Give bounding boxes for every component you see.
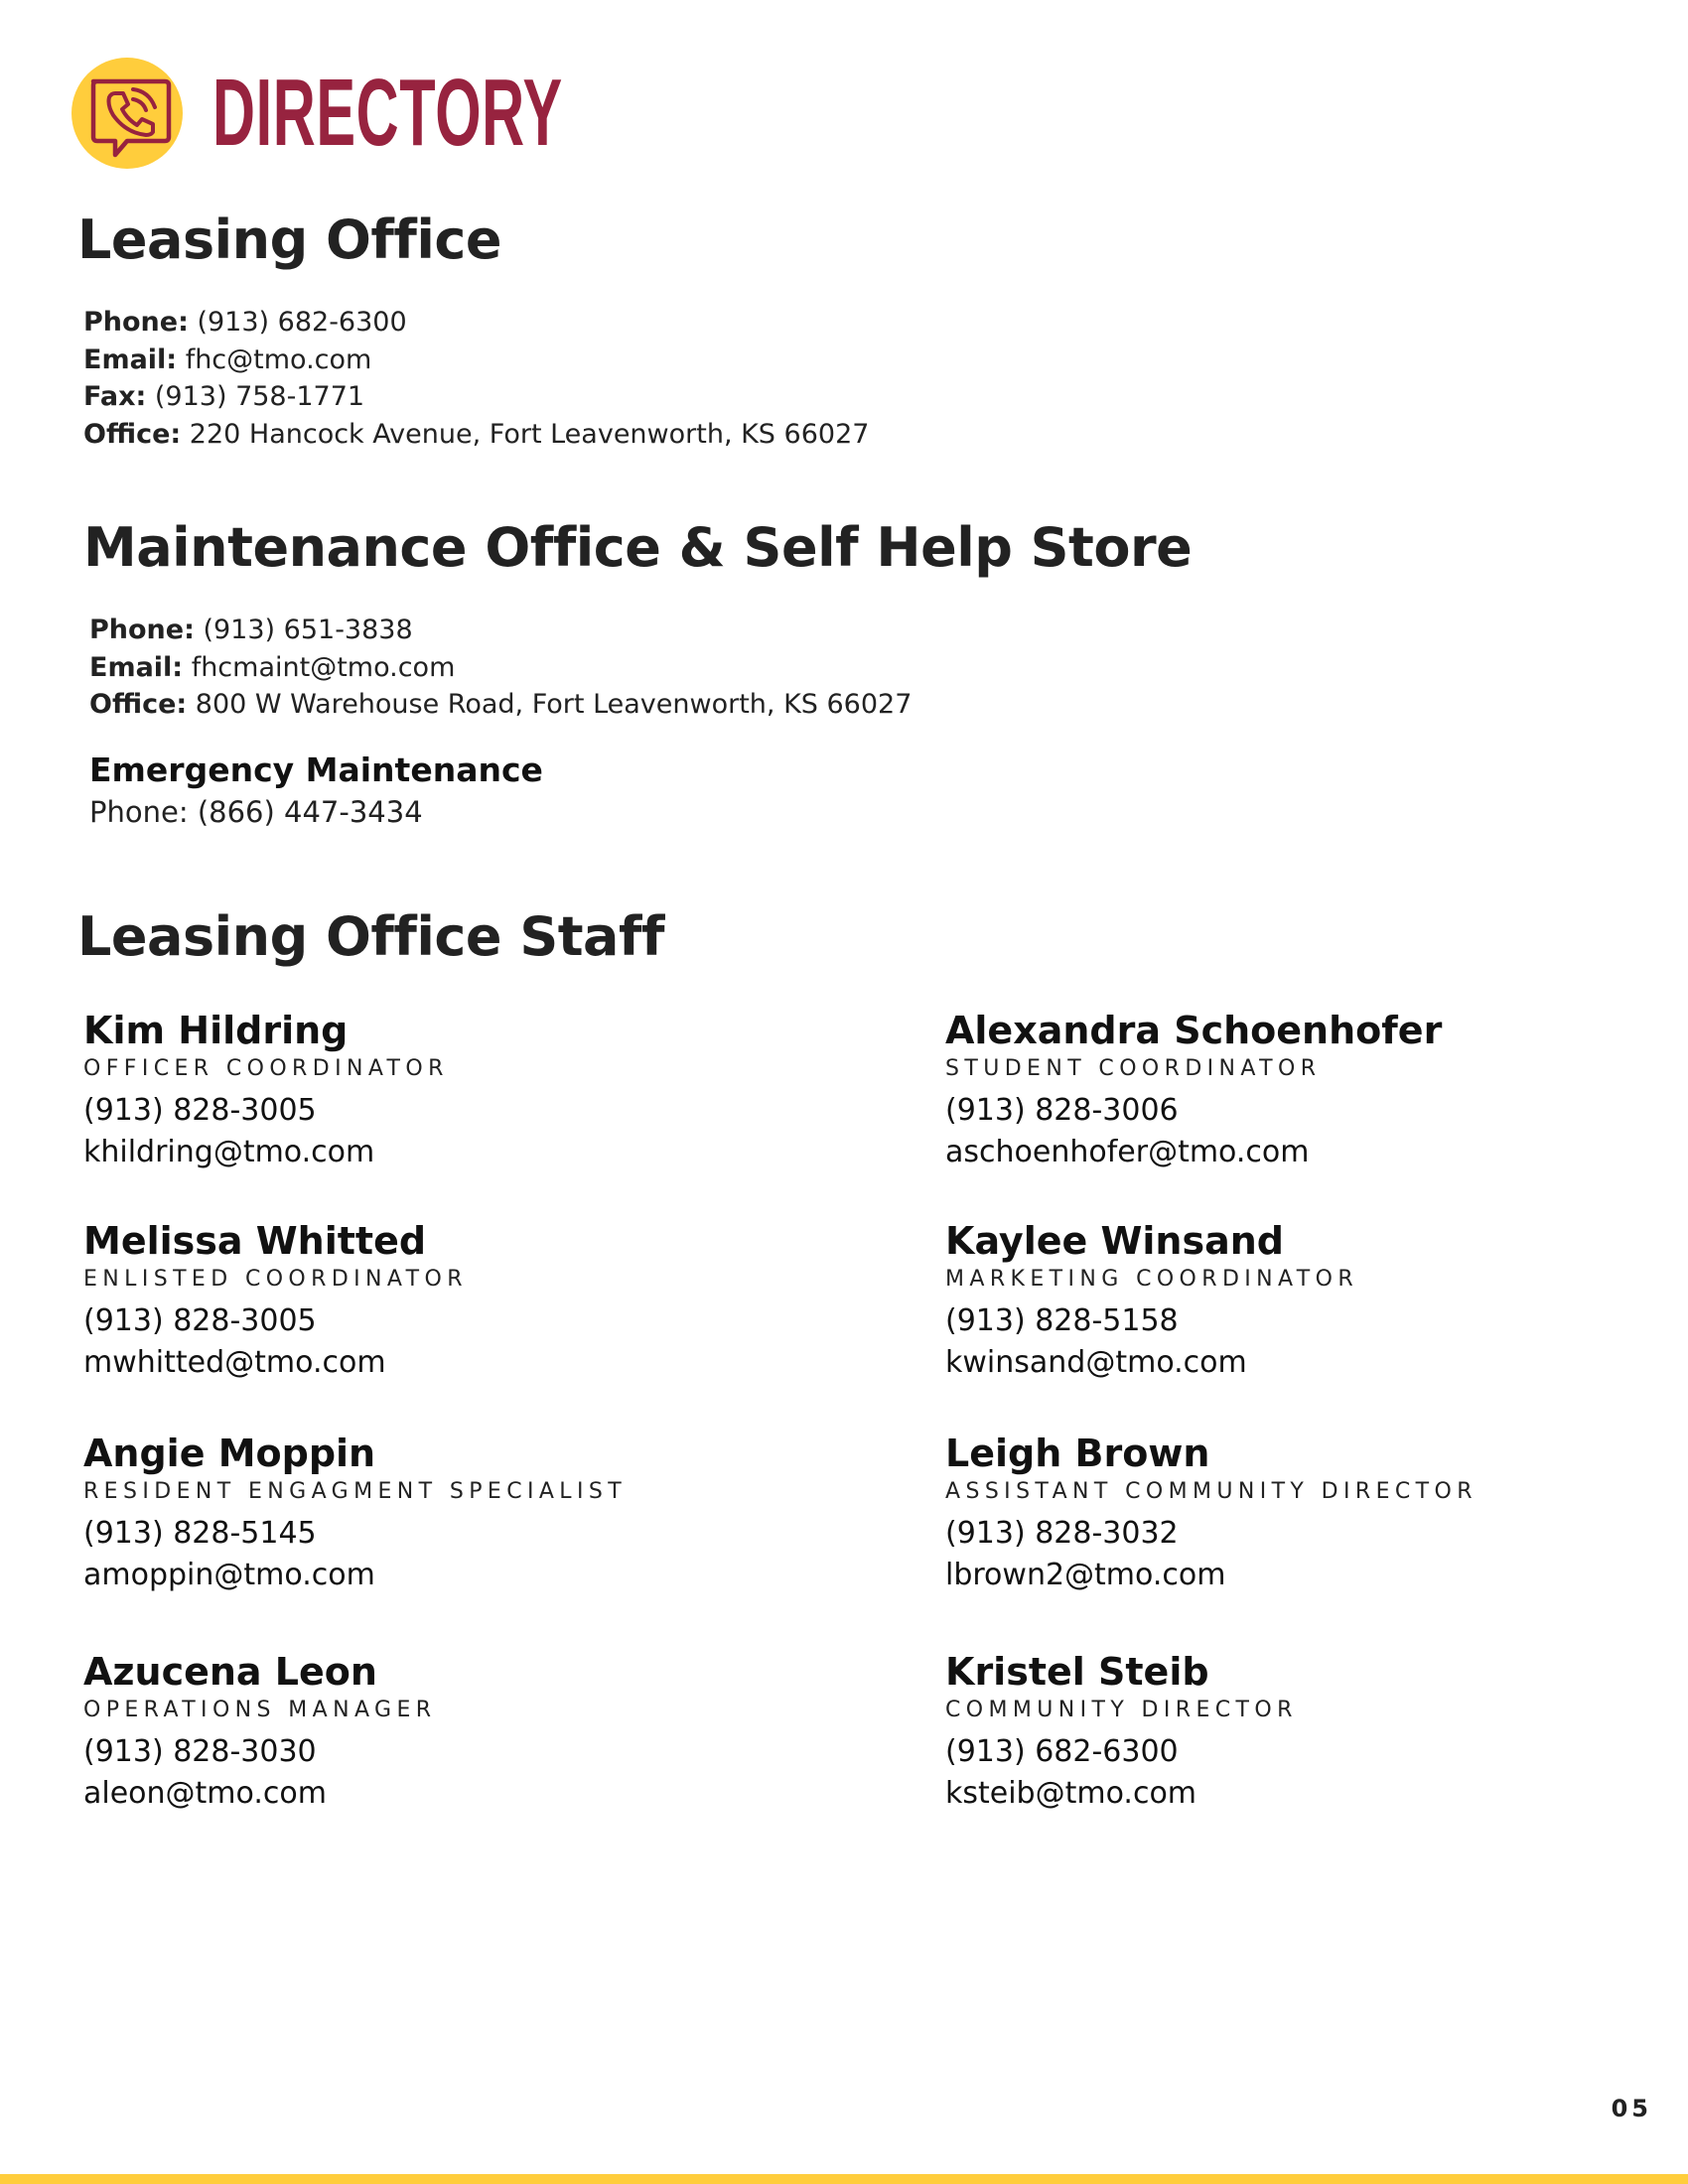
staff-name: Kim Hildring (83, 1009, 349, 1052)
leasing-email-value[interactable]: fhc@tmo.com (177, 343, 372, 375)
staff-role: MARKETING COORDINATOR (945, 1267, 1359, 1292)
footer-accent-bar (0, 2174, 1688, 2184)
staff-email[interactable]: lbrown2@tmo.com (945, 1558, 1226, 1592)
maintenance-office-title: Maintenance Office & Self Help Store (83, 516, 1193, 579)
leasing-fax-row: Fax: (913) 758-1771 (83, 381, 365, 412)
staff-name: Azucena Leon (83, 1650, 377, 1694)
staff-email[interactable]: khildring@tmo.com (83, 1135, 375, 1169)
maintenance-phone-value[interactable]: (913) 651-3838 (194, 614, 413, 645)
maintenance-phone-row: Phone: (913) 651-3838 (89, 614, 413, 645)
page-header (71, 58, 777, 169)
staff-role: ENLISTED COORDINATOR (83, 1267, 468, 1292)
staff-name: Melissa Whitted (83, 1219, 427, 1263)
staff-role: OFFICER COORDINATOR (83, 1056, 449, 1081)
page-title: DIRECTORY (212, 60, 563, 166)
staff-card (83, 1009, 838, 1173)
phone-chat-icon (71, 58, 183, 169)
leasing-office-address-value: 220 Hancock Avenue, Fort Leavenworth, KS 66027 (181, 418, 870, 450)
staff-phone[interactable]: (913) 828-3006 (945, 1093, 1179, 1128)
staff-role: OPERATIONS MANAGER (83, 1698, 437, 1722)
leasing-email-row: Email: fhc@tmo.com (83, 343, 372, 375)
staff-phone[interactable]: (913) 828-3005 (83, 1303, 317, 1338)
staff-name: Angie Moppin (83, 1432, 376, 1475)
staff-email[interactable]: kwinsand@tmo.com (945, 1345, 1247, 1380)
staff-email[interactable]: mwhitted@tmo.com (83, 1345, 386, 1380)
staff-card (945, 1219, 1688, 1384)
leasing-fax-value: (913) 758-1771 (146, 381, 365, 412)
staff-phone[interactable]: (913) 828-3032 (945, 1516, 1179, 1551)
staff-role: ASSISTANT COMMUNITY DIRECTOR (945, 1479, 1477, 1504)
staff-name: Alexandra Schoenhofer (945, 1009, 1443, 1052)
staff-card (83, 1432, 838, 1596)
page-number: 05 (1611, 2095, 1652, 2122)
staff-phone[interactable]: (913) 828-3005 (83, 1093, 317, 1128)
maintenance-address-row: Office: 800 W Warehouse Road, Fort Leavenworth, KS 66027 (89, 689, 913, 720)
emergency-maintenance-title: Emergency Maintenance (89, 751, 543, 789)
staff-email[interactable]: ksteib@tmo.com (945, 1776, 1197, 1811)
staff-card (945, 1650, 1688, 1815)
staff-phone[interactable]: (913) 682-6300 (945, 1734, 1179, 1769)
staff-phone[interactable]: (913) 828-5145 (83, 1516, 317, 1551)
maintenance-address-value: 800 W Warehouse Road, Fort Leavenworth, KS 66027 (187, 689, 913, 720)
staff-role: RESIDENT ENGAGMENT SPECIALIST (83, 1479, 628, 1504)
staff-card (83, 1219, 838, 1384)
maintenance-email-value[interactable]: fhcmaint@tmo.com (183, 651, 456, 683)
staff-email[interactable]: amoppin@tmo.com (83, 1558, 375, 1592)
staff-role: STUDENT COORDINATOR (945, 1056, 1322, 1081)
maintenance-office-info (89, 612, 912, 724)
leasing-office-info (83, 304, 869, 453)
staff-email[interactable]: aschoenhofer@tmo.com (945, 1135, 1310, 1169)
leasing-office-address-row: Office: 220 Hancock Avenue, Fort Leavenworth, KS 66027 (83, 418, 870, 450)
staff-role: COMMUNITY DIRECTOR (945, 1698, 1298, 1722)
staff-email[interactable]: aleon@tmo.com (83, 1776, 327, 1811)
staff-section-title: Leasing Office Staff (77, 905, 664, 968)
maintenance-email-row: Email: fhcmaint@tmo.com (89, 651, 456, 683)
staff-name: Leigh Brown (945, 1432, 1210, 1475)
staff-card (945, 1009, 1688, 1173)
staff-name: Kristel Steib (945, 1650, 1209, 1694)
staff-card (945, 1432, 1688, 1596)
emergency-maintenance-phone[interactable]: Phone: (866) 447-3434 (89, 795, 423, 829)
staff-phone[interactable]: (913) 828-3030 (83, 1734, 317, 1769)
staff-card (83, 1650, 838, 1815)
leasing-office-title: Leasing Office (77, 208, 502, 271)
staff-phone[interactable]: (913) 828-5158 (945, 1303, 1179, 1338)
leasing-phone-value[interactable]: (913) 682-6300 (188, 307, 407, 338)
leasing-phone-row: Phone: (913) 682-6300 (83, 307, 407, 338)
staff-name: Kaylee Winsand (945, 1219, 1284, 1263)
